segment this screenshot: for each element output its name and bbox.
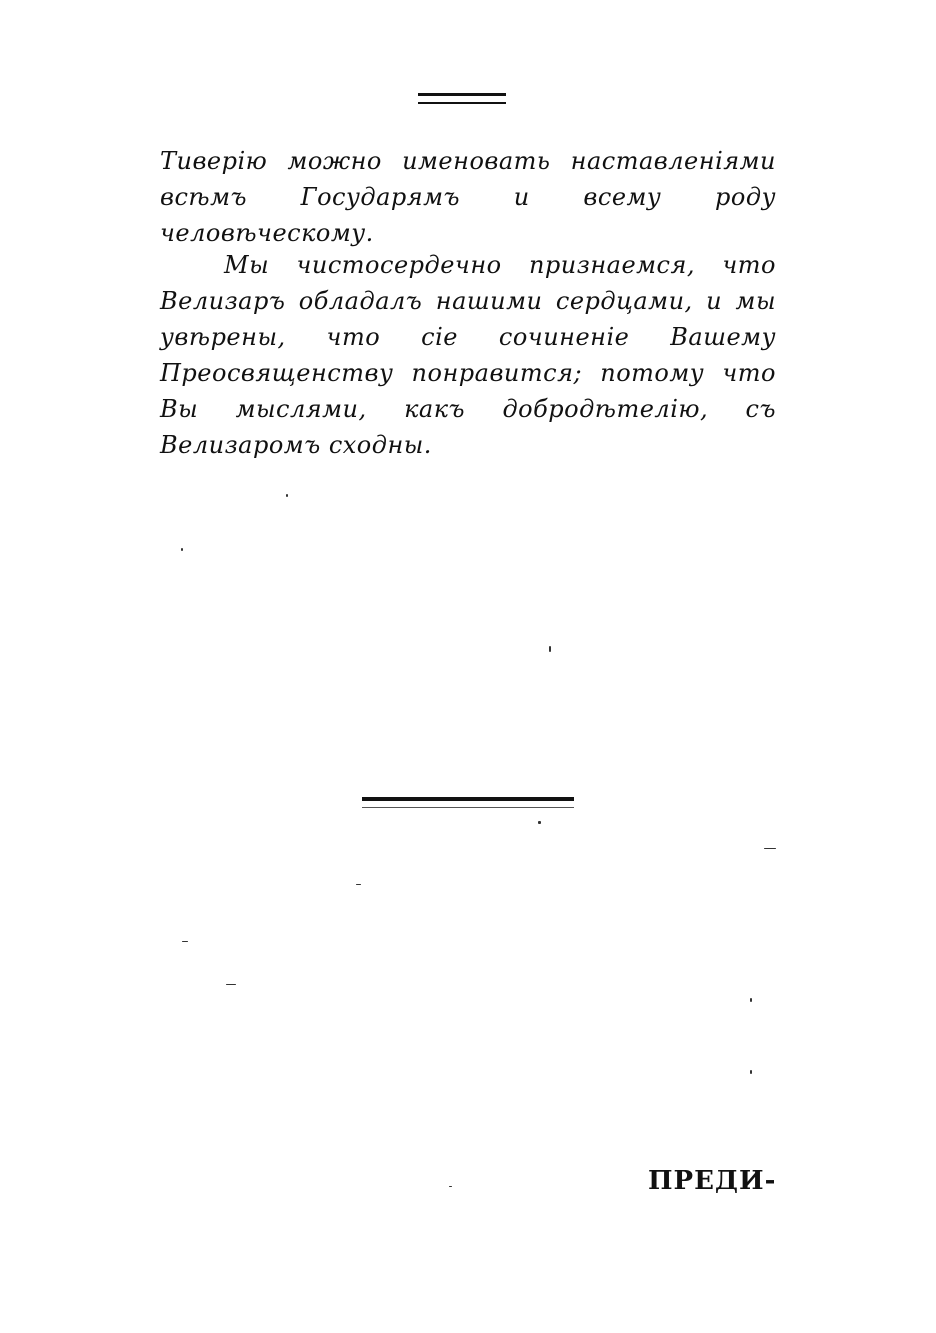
scan-speck: [286, 494, 288, 497]
paragraph-1: Тиверію можно именовать наставленіями всѣмъ Государямъ и всему роду человѣческому.: [160, 147, 776, 247]
paragraph-2: Мы чистосердечно признаемся, что Велизаръ обладалъ нашими сердцами, и мы увѣрены, что сіе сочиненіе Вашему Преосвященству понравится; потому что Вы мыслями, какъ добродѣтелію, съ Велизаромъ сходны.: [160, 251, 776, 459]
scan-speck: [226, 984, 236, 985]
top-ornamental-rule: [418, 93, 506, 104]
scan-speck: [449, 1186, 452, 1187]
scan-speck: [750, 1070, 752, 1074]
scan-speck: [750, 998, 752, 1002]
scan-speck: [764, 848, 776, 849]
scan-speck: [549, 646, 551, 652]
scan-speck: [538, 821, 541, 824]
scan-speck: [182, 941, 188, 942]
scan-speck: [356, 884, 361, 885]
catchword: ПРЕДИ-: [648, 1166, 777, 1196]
section-divider-rule: [362, 797, 574, 808]
scan-speck: [181, 548, 183, 551]
